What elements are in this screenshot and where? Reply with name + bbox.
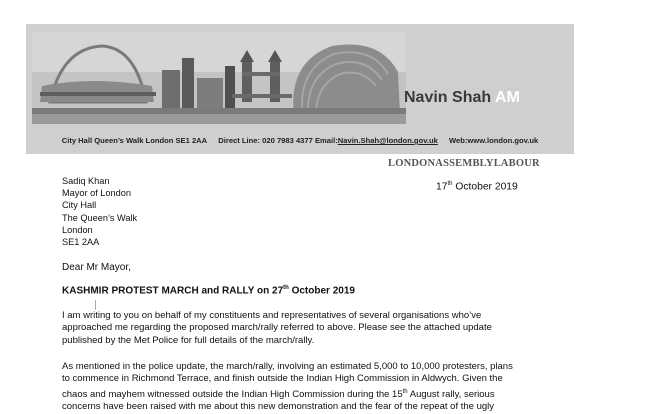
assembly-tag: LONDONASSEMBLYLABOUR: [388, 158, 540, 169]
body-paragraph-2: [62, 361, 513, 414]
date-month-year: October 2019: [455, 181, 518, 193]
paragraph-line: I am writing to you on behalf of my constituents and representatives of several organisations who’ve: [62, 310, 482, 321]
address-line: London: [62, 224, 93, 235]
paragraph-line-part: chaos and mayhem witnessed outside the Indian High Commission during the 15: [62, 388, 403, 400]
address-line: The Queen’s Walk: [62, 212, 138, 223]
recipient-address: [62, 175, 137, 248]
member-title-suffix: AM: [495, 89, 520, 106]
member-name-text: Navin Shah: [404, 89, 492, 106]
address-line: City Hall: [62, 200, 97, 211]
office-address: City Hall Queen’s Walk London SE1 2AA: [61, 136, 208, 145]
paragraph-line: [62, 386, 513, 402]
paragraph-line: concerns have been raised with me about this new demonstration and the fear of the repeat of the ugly: [62, 401, 494, 413]
letterhead: [26, 24, 574, 169]
email-label: Email:: [314, 136, 338, 145]
paragraph-line-part: August rally, serious: [409, 388, 495, 400]
subject-text: KASHMIR PROTEST MARCH and RALLY on 27: [62, 285, 284, 297]
paragraph-line: to commence in Richmond Terrace, and finish outside the Indian High Commission in Aldwych. Given the: [62, 373, 503, 385]
address-line: Sadiq Khan: [62, 176, 110, 186]
paragraph-ordinal: th: [402, 388, 408, 395]
paragraph-line: As mentioned in the police update, the march/rally, involving an estimated 5,000 to 10,000 protesters, plans: [62, 361, 513, 372]
email-link[interactable]: Navin.Shah@london.gov.uk: [337, 136, 438, 145]
subject-date: October 2019: [291, 285, 355, 297]
member-name: [404, 89, 520, 107]
paragraph-line: approached me regarding the proposed march/rally referred to above. Please see the attached update: [62, 322, 492, 334]
date-ordinal: th: [447, 181, 453, 187]
text-cursor-mark: [95, 300, 96, 310]
website: Web:www.london.gov.uk: [448, 136, 539, 145]
subject-ordinal: th: [283, 285, 289, 291]
letter-date: [436, 181, 518, 192]
salutation: Dear Mr Mayor,: [62, 262, 131, 273]
skyline-image: [32, 32, 406, 124]
address-line: SE1 2AA: [62, 237, 100, 248]
date-day: 17: [436, 181, 448, 193]
subject-line: [62, 285, 355, 296]
contact-line: [26, 136, 574, 145]
direct-line: Direct Line: 020 7983 4377: [218, 136, 313, 145]
address-line: Mayor of London: [62, 188, 131, 199]
paragraph-line: published by the Met Police for full details of the march/rally.: [62, 334, 315, 346]
london-skyline-photo-strip: [32, 32, 406, 124]
body-paragraph-1: [62, 310, 492, 347]
